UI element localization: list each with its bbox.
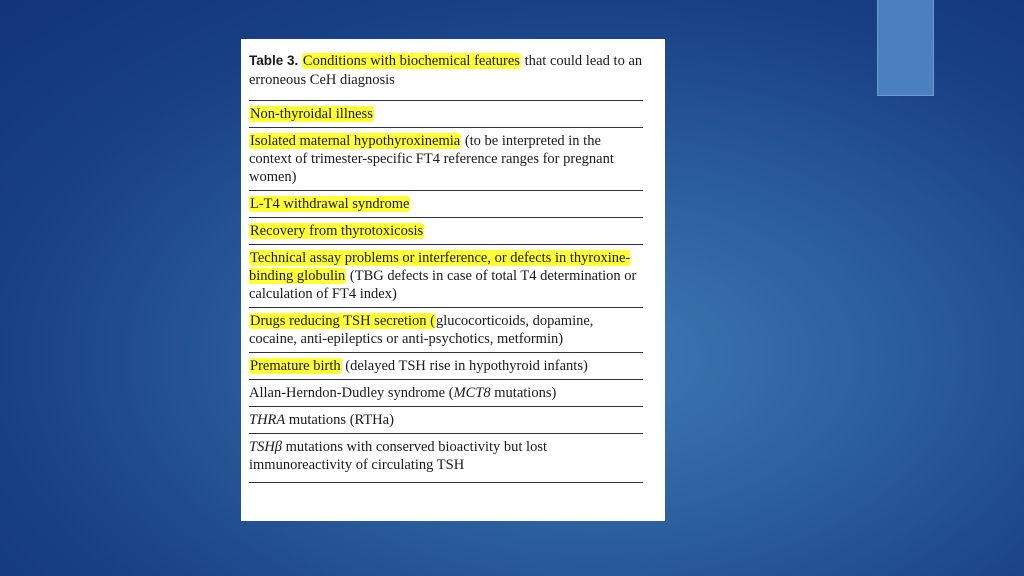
- table-figure: [241, 39, 665, 521]
- table-row: [249, 190, 643, 217]
- row-highlight: Isolated maternal hypothyroxinemia: [250, 133, 461, 149]
- row-gene: TSHβ: [249, 439, 283, 455]
- table-row: [249, 406, 643, 433]
- row-highlight: Premature birth: [250, 358, 341, 374]
- caption-highlight: Conditions with biochemical features: [302, 53, 520, 69]
- table-caption: [249, 51, 643, 90]
- table-row: [249, 244, 643, 307]
- caption-text: that could lead to an erroneous CeH diagnosis: [249, 53, 643, 88]
- row-highlight: Drugs reducing TSH secretion (: [250, 313, 435, 329]
- table-row: [249, 217, 643, 244]
- row-text: glucocorticoids, dopamine, cocaine, anti-epileptics or anti-psychotics, metformin): [249, 313, 594, 347]
- row-text: mutations): [490, 385, 557, 401]
- row-text: mutations with conserved bioactivity but lost immunoreactivity of circulating TSH: [249, 439, 548, 473]
- table-row: [249, 127, 643, 190]
- row-text: (TBG defects in case of total T4 determination or calculation of FT4 index): [249, 268, 637, 302]
- row-gene: MCT8: [453, 385, 491, 401]
- row-text: mutations (RTHa): [285, 412, 394, 428]
- table-row: [249, 100, 643, 127]
- row-highlight: Non-thyroidal illness: [250, 106, 373, 122]
- row-highlight: Recovery from thyrotoxicosis: [250, 223, 424, 239]
- row-gene: THRA: [249, 412, 286, 428]
- row-highlight: L-T4 withdrawal syndrome: [250, 196, 410, 212]
- table-row: [249, 379, 643, 406]
- row-text: (delayed TSH rise in hypothyroid infants): [341, 358, 588, 374]
- table-row: [249, 352, 643, 379]
- accent-bar: [877, 0, 934, 96]
- table-row: [249, 307, 643, 352]
- row-highlight: Technical assay problems or interference, or defects in thyroxine-binding globulin: [249, 250, 631, 284]
- table-row: [249, 433, 643, 483]
- row-text: (to be interpreted in the context of trimester-specific FT4 reference ranges for pregnant women): [249, 133, 614, 185]
- table-label: Table 3.: [249, 53, 299, 68]
- row-text: Allan-Herndon-Dudley syndrome (: [249, 385, 454, 401]
